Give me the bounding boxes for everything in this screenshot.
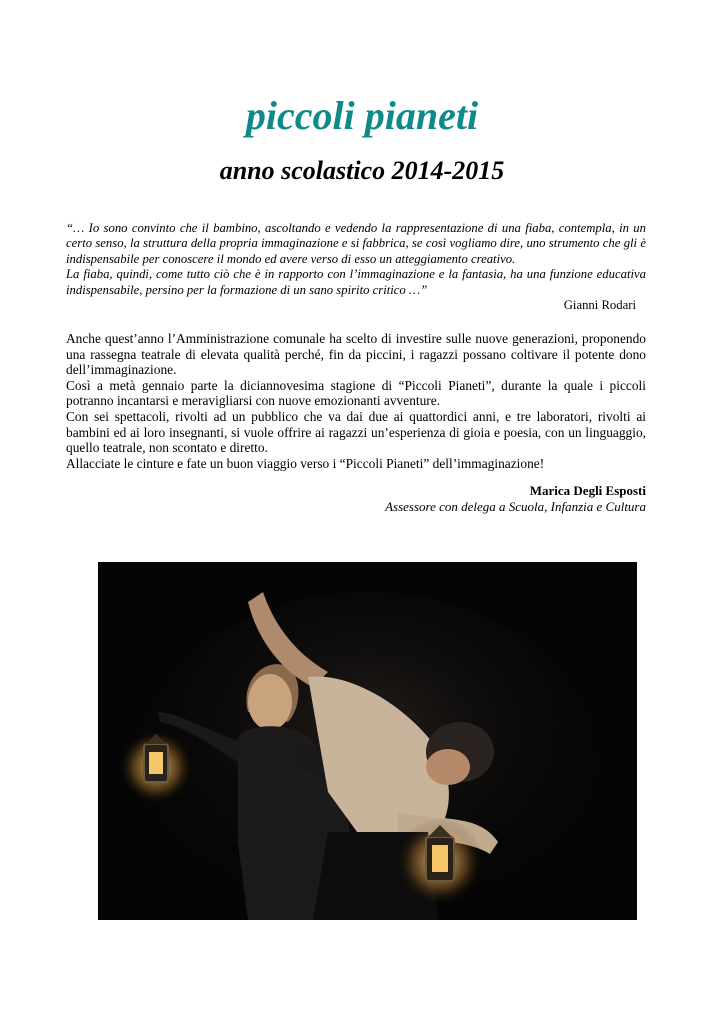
paragraph: Così a metà gennaio parte la diciannovesima stagione di “Piccoli Pianeti”, durante la quale i piccoli potranno incantarsi e meravigliarsi con nuove emozionanti avventure.	[66, 377, 646, 409]
signature-role: Assessore con delega a Scuola, Infanzia e Cultura	[385, 499, 646, 514]
paragraph: Anche quest’anno l’Amministrazione comunale ha scelto di investire sulle nuove generazioni, proponendo una rassegna teatrale di elevata qualità perché, fin da piccini, i ragazzi possano coltivare il potente dono dell’immaginazione.	[66, 331, 646, 378]
quote-author: Gianni Rodari	[563, 298, 636, 312]
paragraph: Allacciate le cinture e fate un buon viaggio verso i “Piccoli Pianeti” dell’immaginazione!	[66, 455, 545, 471]
quote-block	[66, 221, 646, 298]
page-title: piccoli pianeti	[245, 93, 479, 138]
signature-name: Marica Degli Esposti	[529, 483, 646, 498]
photo-illustration	[98, 562, 637, 920]
signature-block	[66, 483, 646, 515]
quote-line: “… Io sono convinto che il bambino, ascoltando e vedendo la rappresentazione di una fiaba, contempla, in un certo senso, la struttura della propria immaginazione e si fabbrica, se così vogliamo dire, uno strumento che gli è indispensabile per conoscere il mondo ed avere verso di esso un atteggiamento creativo.	[66, 221, 646, 266]
theatre-performance-photo	[98, 562, 637, 920]
lantern-left	[118, 729, 194, 805]
paragraph: Con sei spettacoli, rivolti ad un pubblico che va dai due ai quattordici anni, e tre laboratori, rivolti ai bambini ed ai loro insegnanti, si vuole offrire ai ragazzi un’esperienza di gioia e poesia, con un linguaggio, quello teatrale, non scontato e diretto.	[66, 408, 646, 456]
body-text	[66, 331, 646, 471]
page-subtitle: anno scolastico 2014-2015	[219, 156, 505, 185]
quote-line: La fiaba, quindi, come tutto ciò che è in rapporto con l’immaginazione e la fantasia, ha una funzione educativa indispensabile, persino per la formazione di un sano spirito critico …”	[66, 267, 646, 297]
lantern-right	[396, 818, 484, 906]
